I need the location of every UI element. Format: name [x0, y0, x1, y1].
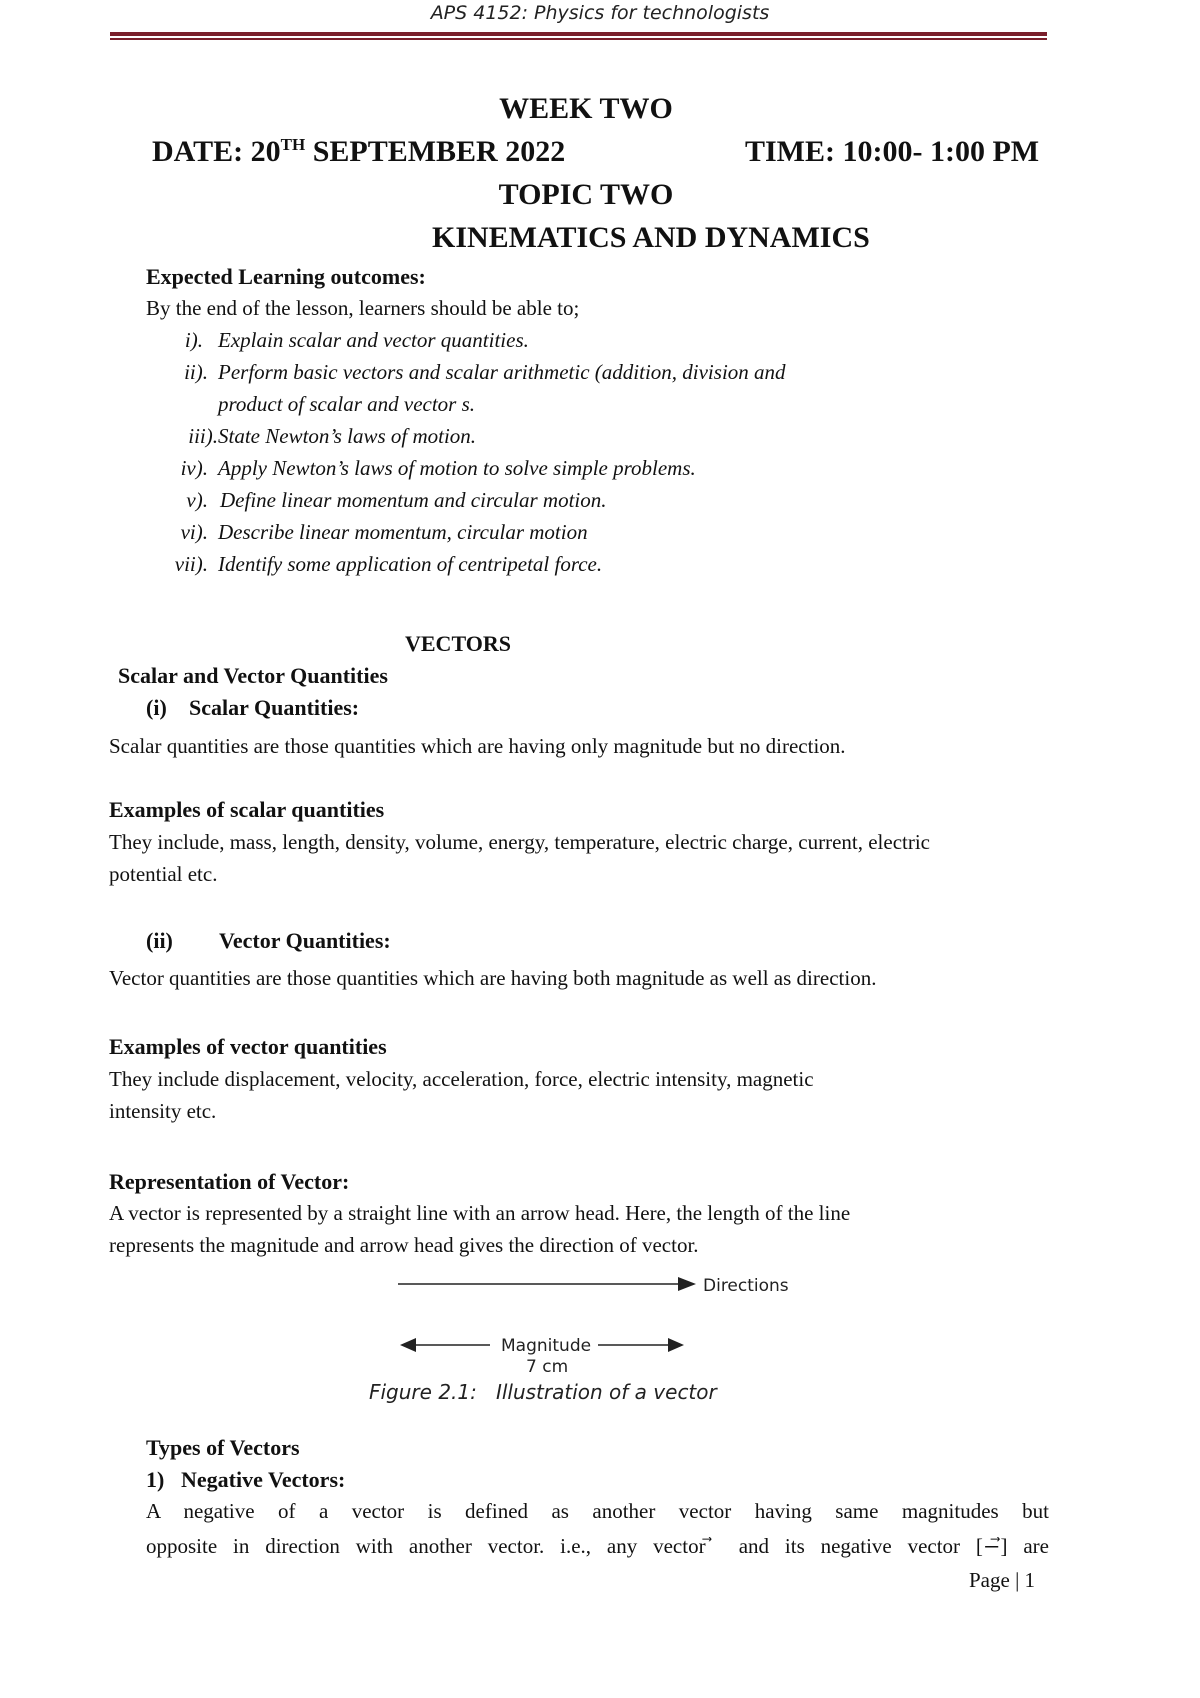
- vector-number: (ii): [146, 928, 173, 953]
- outcome-number: ii).: [184, 360, 208, 384]
- outcome-text: Describe linear momentum, circular motion: [218, 520, 588, 544]
- direction-arrowhead-icon: [678, 1277, 696, 1291]
- outcome-text: Apply Newton’s laws of motion to solve simple problems.: [218, 456, 696, 480]
- vector-examples-line: They include displacement, velocity, acceleration, force, electric intensity, magnetic: [109, 1067, 814, 1091]
- subheading-scalar-vector: Scalar and Vector Quantities: [118, 663, 388, 688]
- scalar-examples-line: potential etc.: [109, 862, 218, 886]
- scalar-number: (i): [146, 695, 167, 720]
- scalar-examples-heading: Examples of scalar quantities: [109, 797, 385, 822]
- negative-vectors-heading: Negative Vectors:: [181, 1467, 346, 1492]
- types-item-number: 1): [146, 1467, 165, 1492]
- negative-vector-line: A negative of a vector is defined as another vector having same magnitudes but: [146, 1499, 1049, 1523]
- date-suffix: SEPTEMBER 2022: [305, 135, 566, 168]
- topic-number: TOPIC TWO: [498, 178, 674, 211]
- outcome-text: product of scalar and vector s.: [218, 392, 476, 416]
- vector-definition: Vector quantities are those quantities which are having both magnitude as well as direction.: [109, 966, 877, 990]
- date-line: [152, 135, 565, 169]
- outcome-number: iv).: [180, 456, 208, 480]
- vector-examples-heading: Examples of vector quantities: [109, 1034, 387, 1059]
- figure-caption-text: Illustration of a vector: [495, 1380, 717, 1404]
- outcome-number: i).: [184, 328, 203, 352]
- topic-title: KINEMATICS AND DYNAMICS: [432, 221, 870, 254]
- date-superscript: TH: [280, 135, 306, 154]
- vector-illustration-figure: [380, 1265, 820, 1375]
- outcome-text: Define linear momentum and circular motion.: [220, 488, 607, 512]
- outcome-text: Explain scalar and vector quantities.: [218, 328, 529, 352]
- vector-examples-line: intensity etc.: [109, 1099, 217, 1123]
- representation-line: A vector is represented by a straight line with an arrow head. Here, the length of the line: [109, 1201, 851, 1225]
- representation-heading: Representation of Vector:: [109, 1169, 350, 1194]
- outcome-text: Identify some application of centripetal force.: [218, 552, 603, 576]
- magnitude-right-arrowhead-icon: [668, 1338, 684, 1352]
- negative-vector-line: opposite in direction with another vector. i.e., any vector ⃗ and its negative vector [−⃗] are: [146, 1534, 1049, 1558]
- outcome-number: v).: [186, 488, 208, 512]
- header-rule-bottom: [110, 38, 1047, 40]
- week-title: WEEK TWO: [499, 92, 673, 125]
- outcomes-heading: Expected Learning outcomes:: [146, 264, 426, 289]
- outcome-text: Perform basic vectors and scalar arithmetic (addition, division and: [218, 360, 786, 384]
- direction-label: Directions: [703, 1276, 789, 1296]
- outcome-text: State Newton’s laws of motion.: [218, 424, 477, 448]
- scalar-definition: Scalar quantities are those quantities which are having only magnitude but no direction.: [109, 734, 846, 758]
- scalar-examples-line: They include, mass, length, density, volume, energy, temperature, electric charge, current, electric: [109, 830, 930, 854]
- magnitude-left-arrowhead-icon: [400, 1338, 416, 1352]
- outcomes-list: [0, 328, 1100, 592]
- figure-caption-number: Figure 2.1:: [369, 1380, 477, 1404]
- vector-heading: Vector Quantities:: [219, 928, 391, 953]
- representation-line: represents the magnitude and arrow head gives the direction of vector.: [109, 1233, 699, 1257]
- date-prefix: DATE: 20: [152, 135, 281, 168]
- page-number: Page | 1: [969, 1568, 1036, 1592]
- figure-caption: [369, 1380, 717, 1404]
- time-line: TIME: 10:00- 1:00 PM: [745, 135, 1040, 168]
- outcome-number: vii).: [174, 552, 208, 576]
- outcome-number: vi).: [180, 520, 208, 544]
- types-heading: Types of Vectors: [146, 1435, 300, 1460]
- outcome-number: iii).: [188, 424, 218, 448]
- running-header: APS 4152: Physics for technologists: [430, 2, 770, 24]
- outcomes-intro: By the end of the lesson, learners should be able to;: [146, 296, 580, 320]
- magnitude-label: Magnitude: [501, 1336, 592, 1356]
- header-rule-top: [110, 32, 1047, 36]
- scalar-heading: Scalar Quantities:: [189, 695, 360, 720]
- section-title-vectors: VECTORS: [405, 631, 511, 656]
- length-label: 7 cm: [526, 1357, 569, 1375]
